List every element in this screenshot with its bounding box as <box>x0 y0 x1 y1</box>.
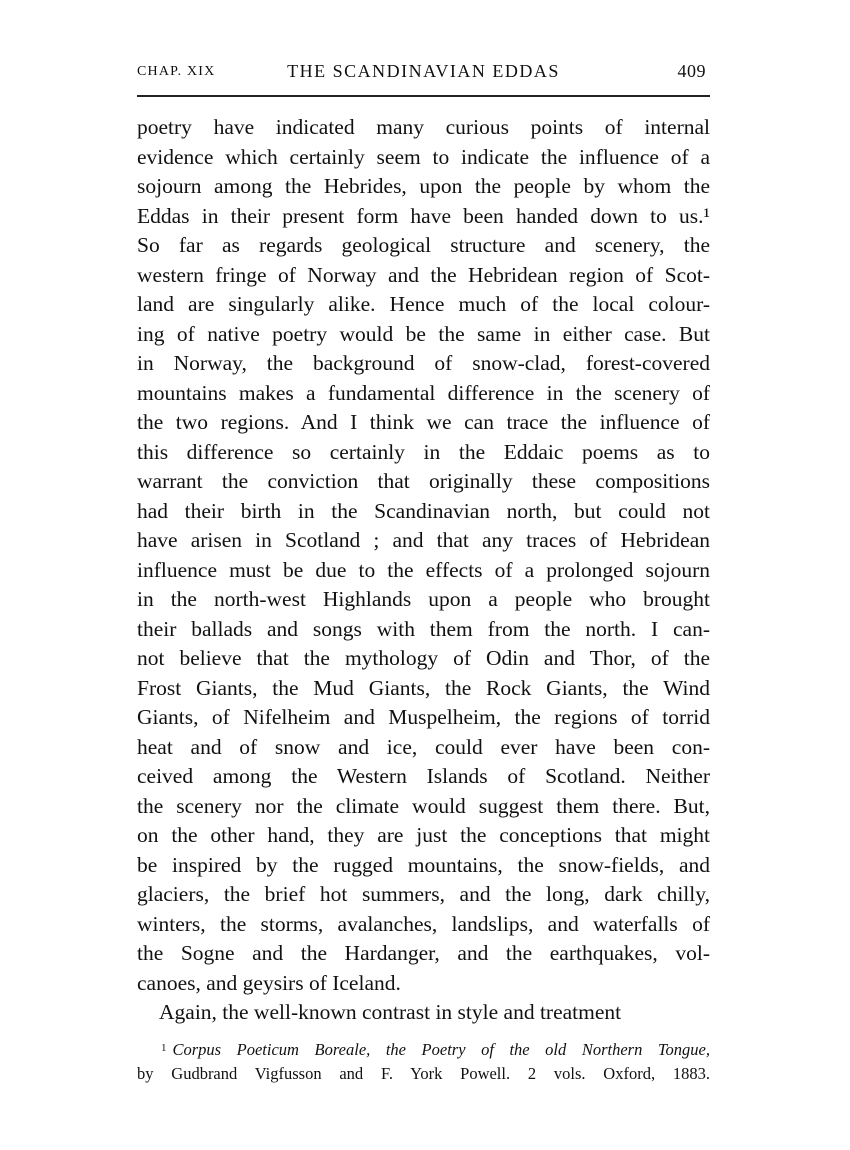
text-line: be inspired by the rugged mountains, the snow-fields, and <box>137 852 710 877</box>
text-line: the two regions. And I think we can trace the influence of <box>137 410 710 434</box>
text-line: warrant the conviction that originally these compositions <box>137 469 710 493</box>
text-line: influence must be due to the effects of a prolonged sojourn <box>137 557 710 582</box>
text-line: Frost Giants, the Mud Giants, the Rock Giants, the Wind <box>137 675 710 700</box>
text-line: have arisen in Scotland ; and that any traces of Hebridean <box>137 528 710 552</box>
text-line: Eddas in their present form have been handed down to us.¹ <box>137 203 710 228</box>
footnote-line-2: by Gudbrand Vigfusson and F. York Powell. 2 vols. Oxford, 1883. <box>137 1064 710 1083</box>
text-line: heat and of snow and ice, could ever have been con- <box>137 734 710 759</box>
footnote-line-1 <box>137 1038 710 1062</box>
running-title: THE SCANDINAVIAN EDDAS <box>287 61 560 81</box>
text-line: glaciers, the brief hot summers, and the long, dark chilly, <box>137 882 710 906</box>
text-line: evidence which certainly seem to indicate the influence of a <box>137 144 710 169</box>
text-line: ing of native poetry would be the same in either case. But <box>137 321 710 346</box>
running-head <box>137 58 710 90</box>
text-line: canoes, and geysirs of Iceland. <box>137 970 401 995</box>
text-line: sojourn among the Hebrides, upon the people by whom the <box>137 174 710 198</box>
text-line: So far as regards geological structure and scenery, the <box>137 233 710 257</box>
text-line: this difference so certainly in the Eddaic poems as to <box>137 439 710 464</box>
text-line: mountains makes a fundamental difference in the scenery of <box>137 380 710 405</box>
text-line: land are singularly alike. Hence much of the local colour- <box>137 292 710 316</box>
text-line: not believe that the mythology of Odin and Thor, of the <box>137 646 710 670</box>
page-number: 409 <box>677 61 706 81</box>
text-line: Giants, of Nifelheim and Muspelheim, the regions of torrid <box>137 705 710 729</box>
text-line: in Norway, the background of snow-clad, forest-covered <box>137 351 710 375</box>
text-line: ceived among the Western Islands of Scotland. Neither <box>137 764 710 788</box>
text-line: western fringe of Norway and the Hebridean region of Scot- <box>137 262 710 287</box>
text-line: winters, the storms, avalanches, landslips, and waterfalls of <box>137 911 710 936</box>
text-line: on the other hand, they are just the conceptions that might <box>137 823 710 847</box>
footnote-citation: Corpus Poeticum Boreale, the Poetry of the old Northern Tongue, <box>172 1040 710 1059</box>
footnote-marker: 1 <box>161 1042 167 1054</box>
header-rule <box>137 95 710 97</box>
text-line: in the north-west Highlands upon a people who brought <box>137 587 710 611</box>
footnote <box>137 1038 710 1086</box>
text-line: had their birth in the Scandinavian north, but could not <box>137 498 710 523</box>
paragraph-start-line: Again, the well-known contrast in style and treatment <box>159 1000 622 1024</box>
chapter-label: CHAP. XIX <box>137 64 216 79</box>
body-text <box>137 113 710 1028</box>
text-line: the Sogne and the Hardanger, and the earthquakes, vol- <box>137 941 710 965</box>
text-line: poetry have indicated many curious points of internal <box>137 115 710 139</box>
text-line: their ballads and songs with them from the north. I can- <box>137 616 710 641</box>
text-line: the scenery nor the climate would suggest them there. But, <box>137 793 710 818</box>
